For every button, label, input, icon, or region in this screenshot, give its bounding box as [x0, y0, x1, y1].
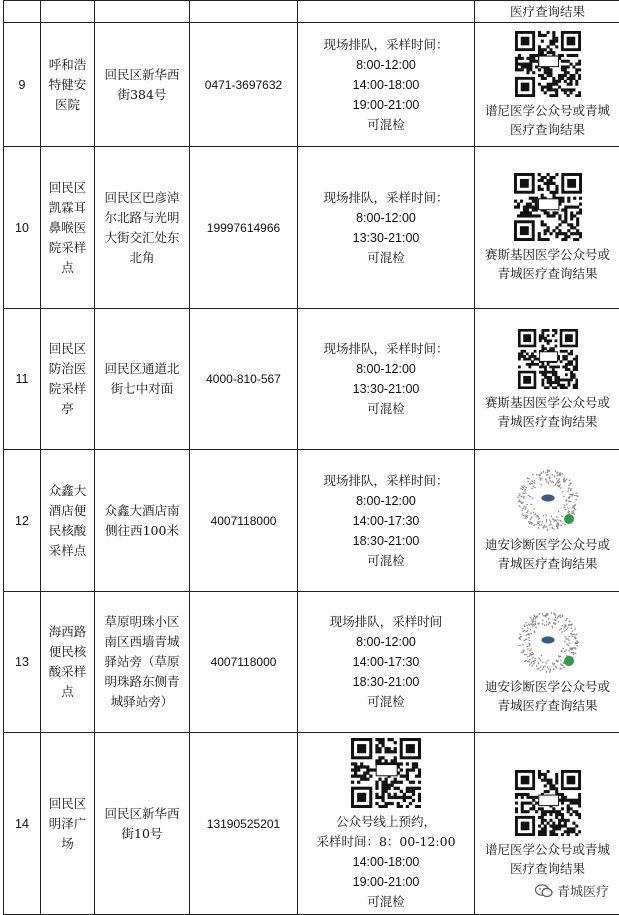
site-name: 众鑫大酒店便民核酸采样点: [48, 481, 88, 561]
table-row: [4, 309, 619, 450]
result-query-info: 迪安诊断医学公众号或青城医疗查询结果: [483, 677, 613, 715]
table-row: [4, 592, 619, 733]
qr-code-icon[interactable]: [514, 173, 582, 241]
site-address: 回民区巴彦淖尔北路与光明大街交汇处东北角: [102, 188, 182, 268]
result-query-info: 赛斯基因医学公众号或青城医疗查询结果: [483, 393, 613, 431]
site-name: 回民区凯霖耳鼻喉医院采样点: [48, 178, 88, 278]
result-query-info: 谱尼医学公众号或青城医疗查询结果: [483, 840, 613, 878]
query-header-fragment: 医疗查询结果: [475, 1, 619, 23]
table-row: [4, 450, 619, 592]
mini-program-code-icon[interactable]: [517, 611, 579, 673]
row-number: 11: [4, 309, 41, 450]
site-phone: 13190525201: [190, 733, 298, 915]
site-address: 回民区通道北街七中对面: [102, 359, 182, 399]
site-address: 草原明珠小区南区西墙青城驿站旁（草原明珠路东侧青城驿站旁）: [102, 612, 182, 712]
sampling-schedule: 现场排队，采样时间： 8:00-12:00 13:30-21:00 可混检: [298, 188, 474, 268]
row-number: 12: [4, 450, 41, 592]
wechat-icon: [535, 884, 553, 898]
site-phone: 4000-810-567: [190, 309, 298, 450]
result-query-info: 谱尼医学公众号或青城医疗查询结果: [483, 101, 613, 139]
sampling-schedule: 现场排队，采样时间： 8:00-12:00 13:30-21:00 可混检: [298, 339, 474, 419]
site-name: 呼和浩特健安医院: [48, 55, 88, 115]
result-query-info: 迪安诊断医学公众号或青城医疗查询结果: [483, 535, 613, 573]
sampling-schedule: 现场排队，采样时间： 8:00-12:00 14:00-17:30 18:30-21:00 可混检: [298, 471, 474, 571]
site-phone: 19997614966: [190, 147, 298, 309]
qr-code-icon[interactable]: [518, 329, 578, 389]
table-row: [4, 147, 619, 309]
table-row: [4, 733, 619, 915]
row-number: 14: [4, 733, 41, 915]
testing-sites-table: [3, 0, 619, 915]
result-query-info: 赛斯基因医学公众号或青城医疗查询结果: [483, 245, 613, 283]
sampling-schedule: 现场排队，采样时间： 8:00-12:00 14:00-18:00 19:00-21:00 可混检: [298, 35, 474, 135]
site-name: 回民区防治医院采样亭: [48, 339, 88, 419]
qr-code-icon[interactable]: [515, 31, 581, 97]
watermark: [535, 881, 609, 900]
site-address: 回民区新华西街10号: [102, 804, 182, 844]
row-number: 9: [4, 23, 41, 147]
site-address: 众鑫大酒店南侧往西100米: [102, 501, 182, 541]
site-phone: 4007118000: [190, 450, 298, 592]
site-address: 回民区新华西街384号: [102, 65, 182, 105]
sampling-schedule: 公众号线上预约， 采样时间：8：00-12:00 14:00-18:00 19:00-21:00 可混检: [298, 812, 474, 912]
mini-program-code-icon[interactable]: [517, 469, 579, 531]
table-row: [4, 23, 619, 147]
site-name: 回民区明泽广场: [48, 794, 88, 854]
row-number: 13: [4, 592, 41, 733]
qr-code-icon[interactable]: [515, 770, 581, 836]
row-number: 10: [4, 147, 41, 309]
site-name: 海西路便民核酸采样点: [48, 622, 88, 702]
site-phone: 0471-3697632: [190, 23, 298, 147]
watermark-text: 青城医疗: [557, 881, 609, 900]
sampling-schedule: 现场排队，采样时间 8:00-12:00 14:00-17:30 18:30-21:00 可混检: [298, 612, 474, 712]
table-row-header-fragment: [4, 1, 619, 23]
booking-qr-code-icon[interactable]: [351, 738, 421, 808]
site-phone: 4007118000: [190, 592, 298, 733]
